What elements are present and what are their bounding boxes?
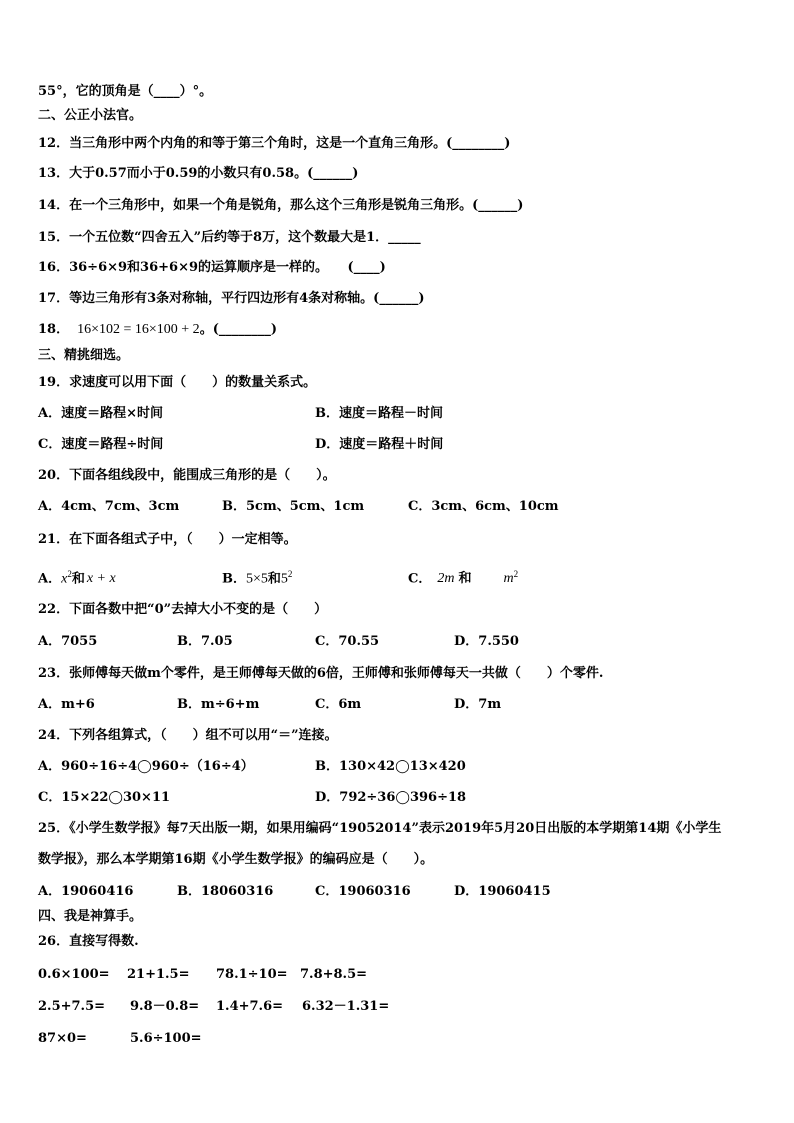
q24-option-c[interactable]: C．15×22◯30×11	[38, 790, 171, 805]
q20-option-c[interactable]: C．3cm、6cm、10cm	[408, 499, 559, 514]
q19-option-b[interactable]: B．速度＝路程－时间	[315, 406, 443, 421]
question-21: 21．在下面各组式子中，（ ）一定相等。	[38, 532, 297, 547]
calc-item: 1.4+7.6=	[216, 999, 284, 1014]
calc-item: 78.1÷10=	[216, 967, 288, 982]
calc-item: 0.6×100=	[38, 967, 110, 982]
line-angle-answer: 55°，它的顶角是（____）°。	[38, 84, 213, 99]
question-18-number: 18．	[38, 322, 70, 337]
question-25-line-1: 25．《小学生数学报》每7天出版一期，如果用编码“19052014”表示2019年5月20日出版的本学期第14期《小学生	[38, 821, 722, 836]
question-26: 26．直接写得数.	[38, 934, 139, 949]
q23-option-a[interactable]: A．m+6	[38, 697, 95, 712]
calc-item: 5.6÷100=	[130, 1031, 202, 1046]
q23-option-b[interactable]: B．m÷6+m	[177, 697, 260, 712]
question-24: 24．下列各组算式，（ ）组不可以用“＝”连接。	[38, 728, 338, 743]
q25-option-c[interactable]: C．19060316	[315, 884, 411, 899]
q21-option-c-sup2: 2	[513, 569, 519, 579]
q21-option-b-and: 和	[267, 571, 281, 587]
question-22: 22．下面各数中把“0”去掉大小不变的是（ ）	[38, 602, 328, 617]
q23-option-d[interactable]: D．7m	[454, 697, 502, 712]
q19-option-d[interactable]: D．速度＝路程＋时间	[315, 437, 444, 452]
calc-item: 7.8+8.5=	[300, 967, 368, 982]
section-two-heading: 二、公正小法官。	[38, 108, 143, 123]
q24-option-d[interactable]: D．792÷36◯396÷18	[315, 790, 467, 805]
q23-option-c[interactable]: C．6m	[315, 697, 362, 712]
question-15: 15．一个五位数“四舍五入”后约等于8万，这个数最大是1．_____	[38, 230, 421, 245]
section-four-heading: 四、我是神算手。	[38, 909, 143, 924]
calc-item: 87×0=	[38, 1031, 87, 1046]
calc-item: 2.5+7.5=	[38, 999, 106, 1014]
q22-option-d[interactable]: D．7.550	[454, 634, 519, 649]
q22-option-c[interactable]: C．70.55	[315, 634, 380, 649]
question-16: 16．36÷6×9和36+6×9的运算顺序是一样的。 (____)	[38, 260, 386, 275]
question-12: 12．当三角形中两个内角的和等于第三个角时，这是一个直角三角形。(________)	[38, 136, 511, 151]
q21-option-b[interactable]	[222, 566, 292, 587]
q21-option-c-expr2: m	[503, 571, 514, 587]
question-13: 13．大于0.57而小于0.59的小数只有0.58。(______)	[38, 166, 359, 181]
q25-option-d[interactable]: D．19060415	[454, 884, 551, 899]
q21-option-a-expr2: x + x	[86, 571, 116, 587]
q21-option-a-sup1: 2	[67, 569, 72, 579]
question-18-expression: 16×102 = 16×100 + 2	[77, 322, 200, 337]
calc-item: 9.8－0.8=	[130, 999, 200, 1014]
section-three-heading: 三、精挑细选。	[38, 348, 130, 363]
q21-option-b-expr1: 5×5	[246, 571, 268, 587]
q20-option-a[interactable]: A．4cm、7cm、3cm	[38, 499, 180, 514]
q25-option-a[interactable]: A．19060416	[38, 884, 134, 899]
q21-option-c-label: C．	[408, 571, 432, 587]
q21-option-b-sup2: 2	[287, 569, 293, 579]
question-18-tail: 。(________)	[199, 322, 277, 337]
calc-item: 6.32－1.31=	[302, 999, 390, 1014]
question-23: 23．张师傅每天做m个零件，是王师傅每天做的6倍，王师傅和张师傅每天一共做（ ）个零件.	[38, 666, 604, 681]
q21-option-b-label: B．	[222, 571, 246, 587]
q24-option-a[interactable]: A．960÷16÷4◯960÷（16÷4）	[38, 759, 254, 774]
question-19: 19．求速度可以用下面（ ）的数量关系式。	[38, 375, 317, 390]
q21-option-c[interactable]	[408, 566, 518, 587]
q21-option-a[interactable]	[38, 566, 116, 587]
q19-option-c[interactable]: C．速度＝路程÷时间	[38, 437, 164, 452]
q21-option-a-expr1: x	[61, 571, 68, 587]
calc-item: 21+1.5=	[127, 967, 190, 982]
question-17: 17．等边三角形有3条对称轴，平行四边形有4条对称轴。(______)	[38, 291, 425, 306]
q22-option-a[interactable]: A．7055	[38, 634, 98, 649]
question-20: 20．下面各组线段中，能围成三角形的是（ ）。	[38, 468, 336, 483]
q20-option-b[interactable]: B．5cm、5cm、1cm	[222, 499, 365, 514]
q21-option-b-expr2: 5	[280, 571, 288, 587]
question-25-line-2: 数学报》，那么本学期第16期《小学生数学报》的编码应是（ ）。	[38, 852, 434, 867]
q24-option-b[interactable]: B．130×42◯13×420	[315, 759, 466, 774]
question-14: 14．在一个三角形中，如果一个角是锐角，那么这个三角形是锐角三角形。(______)	[38, 198, 524, 213]
q19-option-a[interactable]: A．速度＝路程×时间	[38, 406, 163, 421]
q21-option-a-and: 和	[71, 571, 85, 587]
q25-option-b[interactable]: B．18060316	[177, 884, 274, 899]
question-18	[38, 322, 277, 338]
q21-option-c-and: 和	[458, 571, 472, 587]
q21-option-c-expr1: 2m	[437, 571, 455, 587]
q21-option-a-label: A．	[38, 571, 62, 587]
q22-option-b[interactable]: B．7.05	[177, 634, 233, 649]
